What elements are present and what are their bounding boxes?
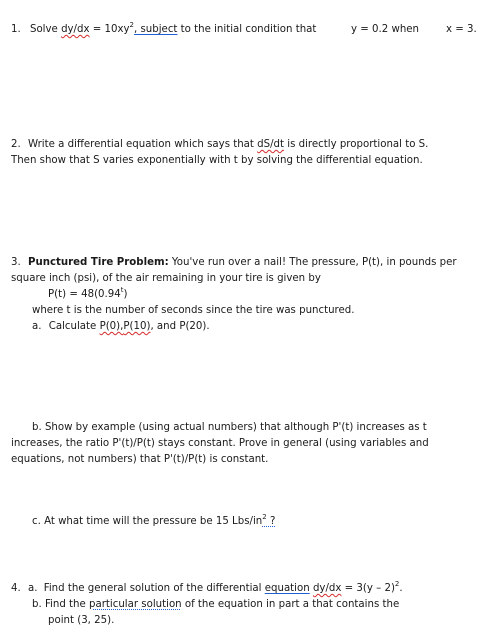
question-3-part-c-unit: in: [252, 516, 263, 527]
question-1: [11, 22, 316, 38]
question-3-formula: [48, 287, 127, 303]
question-3-part-a-prefix: Calculate: [48, 321, 100, 332]
question-3-part-b-line-3: equations, not numbers) that P'(t)/P(t) is constant.: [11, 454, 269, 465]
question-1-comma: ,: [134, 24, 141, 35]
question-2-line-1-prefix: Write a differential equation which says that: [27, 139, 258, 150]
question-4-part-a-equation-word: equation: [264, 583, 310, 594]
question-3-line-2: square inch (psi), of the air remaining in your tire is given by: [11, 273, 321, 284]
question-4-part-b-particular: particular solution: [89, 599, 182, 610]
question-3-line-4: where t is the number of seconds since the tire was punctured.: [32, 305, 355, 316]
question-1-condition-y: y = 0.2 when: [351, 24, 419, 35]
question-4-part-b: [32, 597, 399, 613]
question-3-line-1-text: You've run over a nail! The pressure, P(t), in pounds per: [168, 257, 457, 268]
question-4-part-b-prefix: b. Find the: [32, 599, 90, 610]
question-1-number: 1.: [11, 24, 21, 35]
question-2-line-1-suffix: is directly proportional to S.: [284, 139, 429, 150]
question-3-formula-exponent: t: [120, 285, 124, 294]
question-3-formula-close: ): [123, 289, 128, 300]
question-1-rest: to the initial condition that: [177, 24, 317, 35]
question-3-part-a: [32, 319, 210, 335]
question-4-part-b-suffix: of the equation in part a that contains the: [181, 599, 400, 610]
question-3-part-a-suffix: , and P(20).: [150, 321, 210, 332]
question-3-part-a-p10: P(10): [123, 321, 151, 332]
question-4-part-a: [11, 581, 403, 597]
question-1-equation: = 10xy: [89, 24, 130, 35]
question-2-line-2: Then show that S varies exponentially with t by solving the differential equation.: [11, 155, 423, 166]
question-3-part-a-p0: P(0),: [99, 321, 124, 332]
question-4-part-a-equation: = 3(y – 2): [341, 583, 395, 594]
question-4-part-a-period: .: [399, 583, 403, 594]
question-3-formula-base: P(t) = 48(0.94: [48, 289, 121, 300]
question-3-part-b-line-2: increases, the ratio P'(t)/P(t) stays constant. Prove in general (using variables and: [11, 438, 429, 449]
question-1-condition-x: x = 3.: [446, 24, 477, 35]
question-3-part-c-exponent: 2: [262, 512, 267, 521]
question-4-part-a-dydx: dy/dx: [312, 583, 342, 594]
question-3-part-c-question: ?: [266, 516, 276, 527]
question-4-part-a-exponent: 2: [394, 579, 400, 588]
question-1-prefix: Solve: [29, 24, 62, 35]
question-4-part-a-prefix: Find the general solution of the differential: [43, 583, 265, 594]
question-3-part-a-label: a.: [32, 321, 42, 332]
question-2-dsdt: dS/dt: [257, 139, 284, 150]
question-3-line-1: [11, 255, 457, 271]
question-2-line-1: [11, 137, 428, 153]
question-4-number: 4.: [11, 583, 21, 594]
question-3-part-b-line-1: b. Show by example (using actual numbers) that although P'(t) increases as t: [32, 422, 427, 433]
question-3-part-c-text: c. At what time will the pressure be 15 Lbs/: [32, 516, 253, 527]
question-4-part-b-line-2: point (3, 25).: [48, 615, 115, 626]
question-3-part-c: [32, 514, 275, 530]
question-2-number: 2.: [11, 139, 21, 150]
question-3-title: Punctured Tire Problem:: [27, 257, 169, 268]
question-1-subject: subject: [140, 24, 178, 35]
question-1-dydx: dy/dx: [61, 24, 90, 35]
question-3-number: 3.: [11, 257, 21, 268]
question-4-part-a-label: a.: [27, 583, 38, 594]
question-1-exponent: 2: [129, 20, 135, 29]
